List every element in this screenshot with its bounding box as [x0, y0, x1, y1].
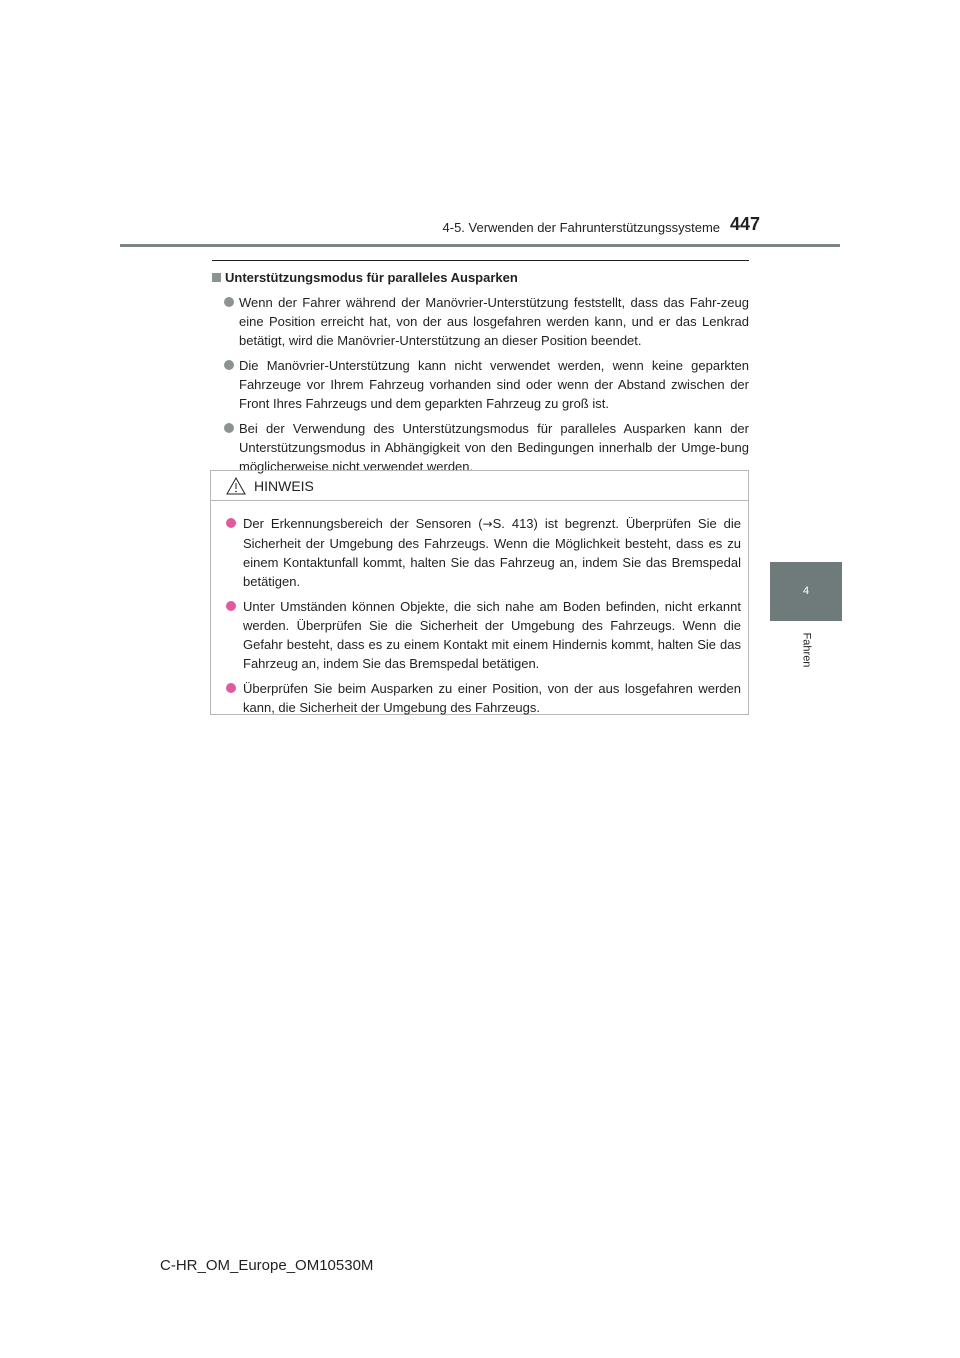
notice-item-text: Unter Umständen können Objekte, die sich nahe am Boden befinden, nicht erkannt werden. Überprüfen Sie die Sicherheit der Umgebung des Fahrzeugs. Wenn die Gefahr besteht, dass es zu einem Kontakt mit einem Hindernis kommt, halten Sie das Fahrzeug an, indem Sie das Bremspedal betätigen. — [243, 599, 741, 671]
section-heading — [212, 268, 749, 287]
list-item-text: Bei der Verwendung des Unterstützungsmodus für paralleles Ausparken kann der Unterstützungsmodus in Abhängigkeit von den Bedingungen innerhalb der Umge-bung möglicherweise nicht verwendet werden. — [239, 421, 749, 474]
warning-triangle-icon — [226, 477, 246, 495]
notice-header — [211, 471, 748, 501]
notice-item — [226, 514, 741, 591]
list-item — [212, 293, 749, 350]
notice-item — [226, 679, 741, 717]
circle-bullet-icon — [224, 360, 234, 370]
page-number: 447 — [730, 214, 761, 234]
section-title: 4-5. Verwenden der Fahrunterstützungssysteme — [442, 220, 720, 235]
square-bullet-icon — [212, 273, 221, 282]
info-section — [212, 268, 749, 482]
circle-bullet-icon — [224, 423, 234, 433]
list-item — [212, 356, 749, 413]
circle-bullet-icon — [226, 683, 236, 693]
notice-text-part: S. 413) ist begrenzt. Überprüfen Sie die Sicherheit der Umgebung des Fahrzeugs. Wenn die Möglichkeit besteht, dass es zu einem Kontaktunfall kommt, halten Sie das Fahrzeug an, indem Sie das Bremspedal betätigen. — [243, 516, 741, 589]
circle-bullet-icon — [226, 518, 236, 528]
notice-text-part: Der Erkennungsbereich der Sensoren ( — [243, 516, 483, 531]
chapter-label-text: Fahren — [799, 632, 812, 668]
notice-item-text: Überprüfen Sie beim Ausparken zu einer Position, von der aus losgefahren werden kann, die Sicherheit der Umgebung des Fahrzeugs. — [243, 681, 741, 715]
chapter-tab — [770, 562, 842, 621]
notice-body — [211, 501, 748, 717]
content-rule — [212, 260, 749, 261]
arrow-icon: → — [482, 517, 493, 531]
notice-box — [210, 470, 749, 715]
chapter-label — [770, 622, 842, 678]
chapter-number: 4 — [802, 585, 810, 597]
document-id: C-HR_OM_Europe_OM10530M — [160, 1257, 374, 1274]
notice-title: HINWEIS — [254, 477, 314, 494]
notice-item-text — [243, 514, 741, 591]
section-heading-text: Unterstützungsmodus für paralleles Ausparken — [225, 270, 518, 285]
notice-item — [226, 597, 741, 673]
circle-bullet-icon — [226, 601, 236, 611]
list-item — [212, 419, 749, 476]
circle-bullet-icon — [224, 297, 234, 307]
list-item-text: Die Manövrier-Unterstützung kann nicht verwendet werden, wenn keine geparkten Fahrzeuge vor Ihrem Fahrzeug vorhanden sind oder wenn der Abstand zwischen der Front Ihres Fahrzeugs und dem geparkten Fahrzeug zu groß ist. — [239, 358, 749, 411]
header-rule — [120, 244, 840, 247]
list-item-text: Wenn der Fahrer während der Manövrier-Unterstützung feststellt, dass das Fahr-zeug eine Position erreicht hat, von der aus losgefahren werden kann, und er das Lenkrad betätigt, wird die Manövrier-Unterstützung an dieser Position beendet. — [239, 295, 749, 348]
